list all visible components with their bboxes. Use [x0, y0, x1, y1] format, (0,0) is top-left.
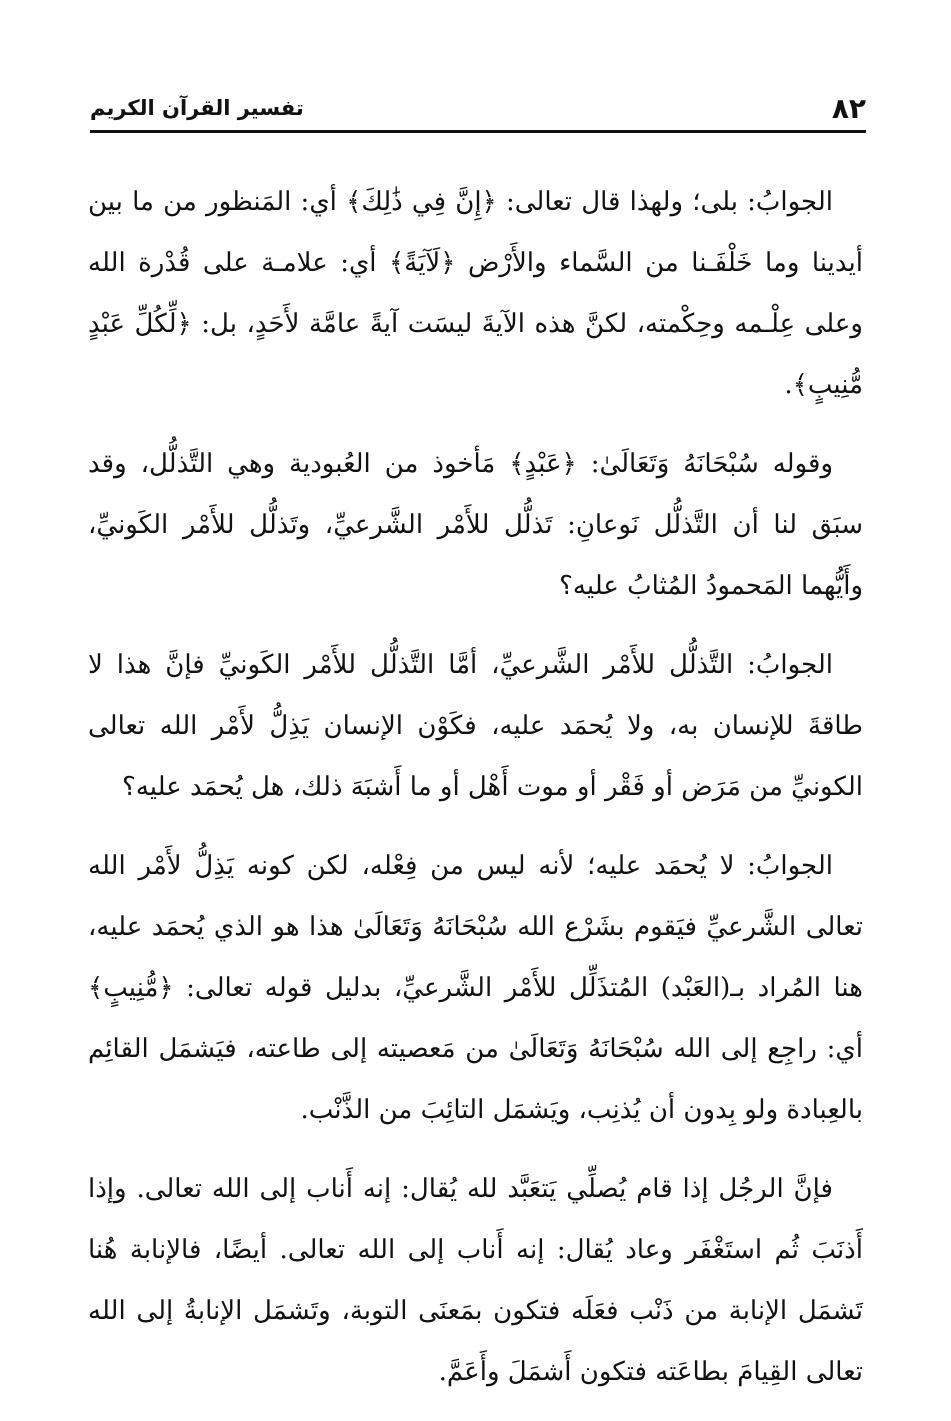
- paragraph: الجوابُ: لا يُحمَد عليه؛ لأنه ليس من فِعْله، لكن كونه يَذِلُّ لأَمْر الله تعالى الشَّرعيِّ فيَقوم بشَرْع الله سُبْحَانَهُ وَتَعَالَىٰ هذا هو الذي يُحمَد عليه، هنا المُراد بـ(العَبْد) المُتذَلِّل للأَمْر الشَّرعيِّ، بدليل قوله تعالى: ﴿مُّنِيبٍ﴾ أي: راجِع إلى الله سُبْحَانَهُ وَتَعَالَىٰ من مَعصيته إلى طاعته، فيَشمَل القائِم بالعِبادة ولو بِدون أن يُذنِب، ويَشمَل التائِبَ من الذَّنْب.: [88, 851, 863, 1125]
- paragraph: فإنَّ الرجُل إذا قام يُصلِّي يَتعَبَّد لله يُقال: إنه أَناب إلى الله تعالى. وإذا أَذنَبَ ثُم استَغْفَر وعاد يُقال: إنه أَناب إلى الله تعالى. أيضًا، فالإنابة هُنا تَشمَل الإنابة من ذَنْب فعَلَه فتكون بمَعنَى التوبة، وتَشمَل الإنابةُ إلى الله تعالى القِيامَ بطاعَته فتكون أَشمَلَ وأَعَمَّ.: [88, 1174, 863, 1387]
- paragraph: الجوابُ: التَّذلُّل للأَمْر الشَّرعيِّ، أمَّا التَّذلُّل للأَمْر الكَونيِّ فإنَّ هذا لا طاقةَ للإنسان به، ولا يُحمَد عليه، فكَوْن الإنسان يَذِلُّ لأَمْر الله تعالى الكونيِّ من مَرَض أو فَقْر أو موت أَهْل أو ما أَشبَهَ ذلك، هل يُحمَد عليه؟: [88, 650, 863, 802]
- running-title: تفسير القرآن الكريم: [90, 96, 304, 120]
- paragraph: وقوله سُبْحَانَهُ وَتَعَالَىٰ: ﴿عَبْدٍ﴾ مَأخوذ من العُبودية وهي التَّذلُّل، وقد سبَق لنا أن التَّذلُّل نَوعانِ: تَذلُّل للأَمْر الشَّرعيِّ، وتَذلُّل للأَمْر الكَونيِّ، وأَيُّهما المَحمودُ المُثابُ عليه؟: [88, 449, 863, 601]
- body-text: [88, 172, 863, 1421]
- header-rule: [90, 130, 866, 133]
- page-number: ٨٢: [831, 92, 866, 125]
- paragraph: الجوابُ: بلى؛ ولهذا قال تعالى: ﴿إِنَّ فِي ذَٰلِكَ﴾ أي: المَنظور من ما بين أيدينا وما خَلْفَـنا من السَّماء والأَرْض ﴿لَآيَةً﴾ أي: علامـة على قُدْرة الله وعلى عِلْـمه وحِكْمته، لكنَّ هذه الآيةَ ليسَت آيةً عامَّة لأَحَدٍ، بل: ﴿لِّكُلِّ عَبْدٍ مُّنِيبٍ﴾.: [88, 187, 863, 400]
- page-header: [90, 92, 866, 132]
